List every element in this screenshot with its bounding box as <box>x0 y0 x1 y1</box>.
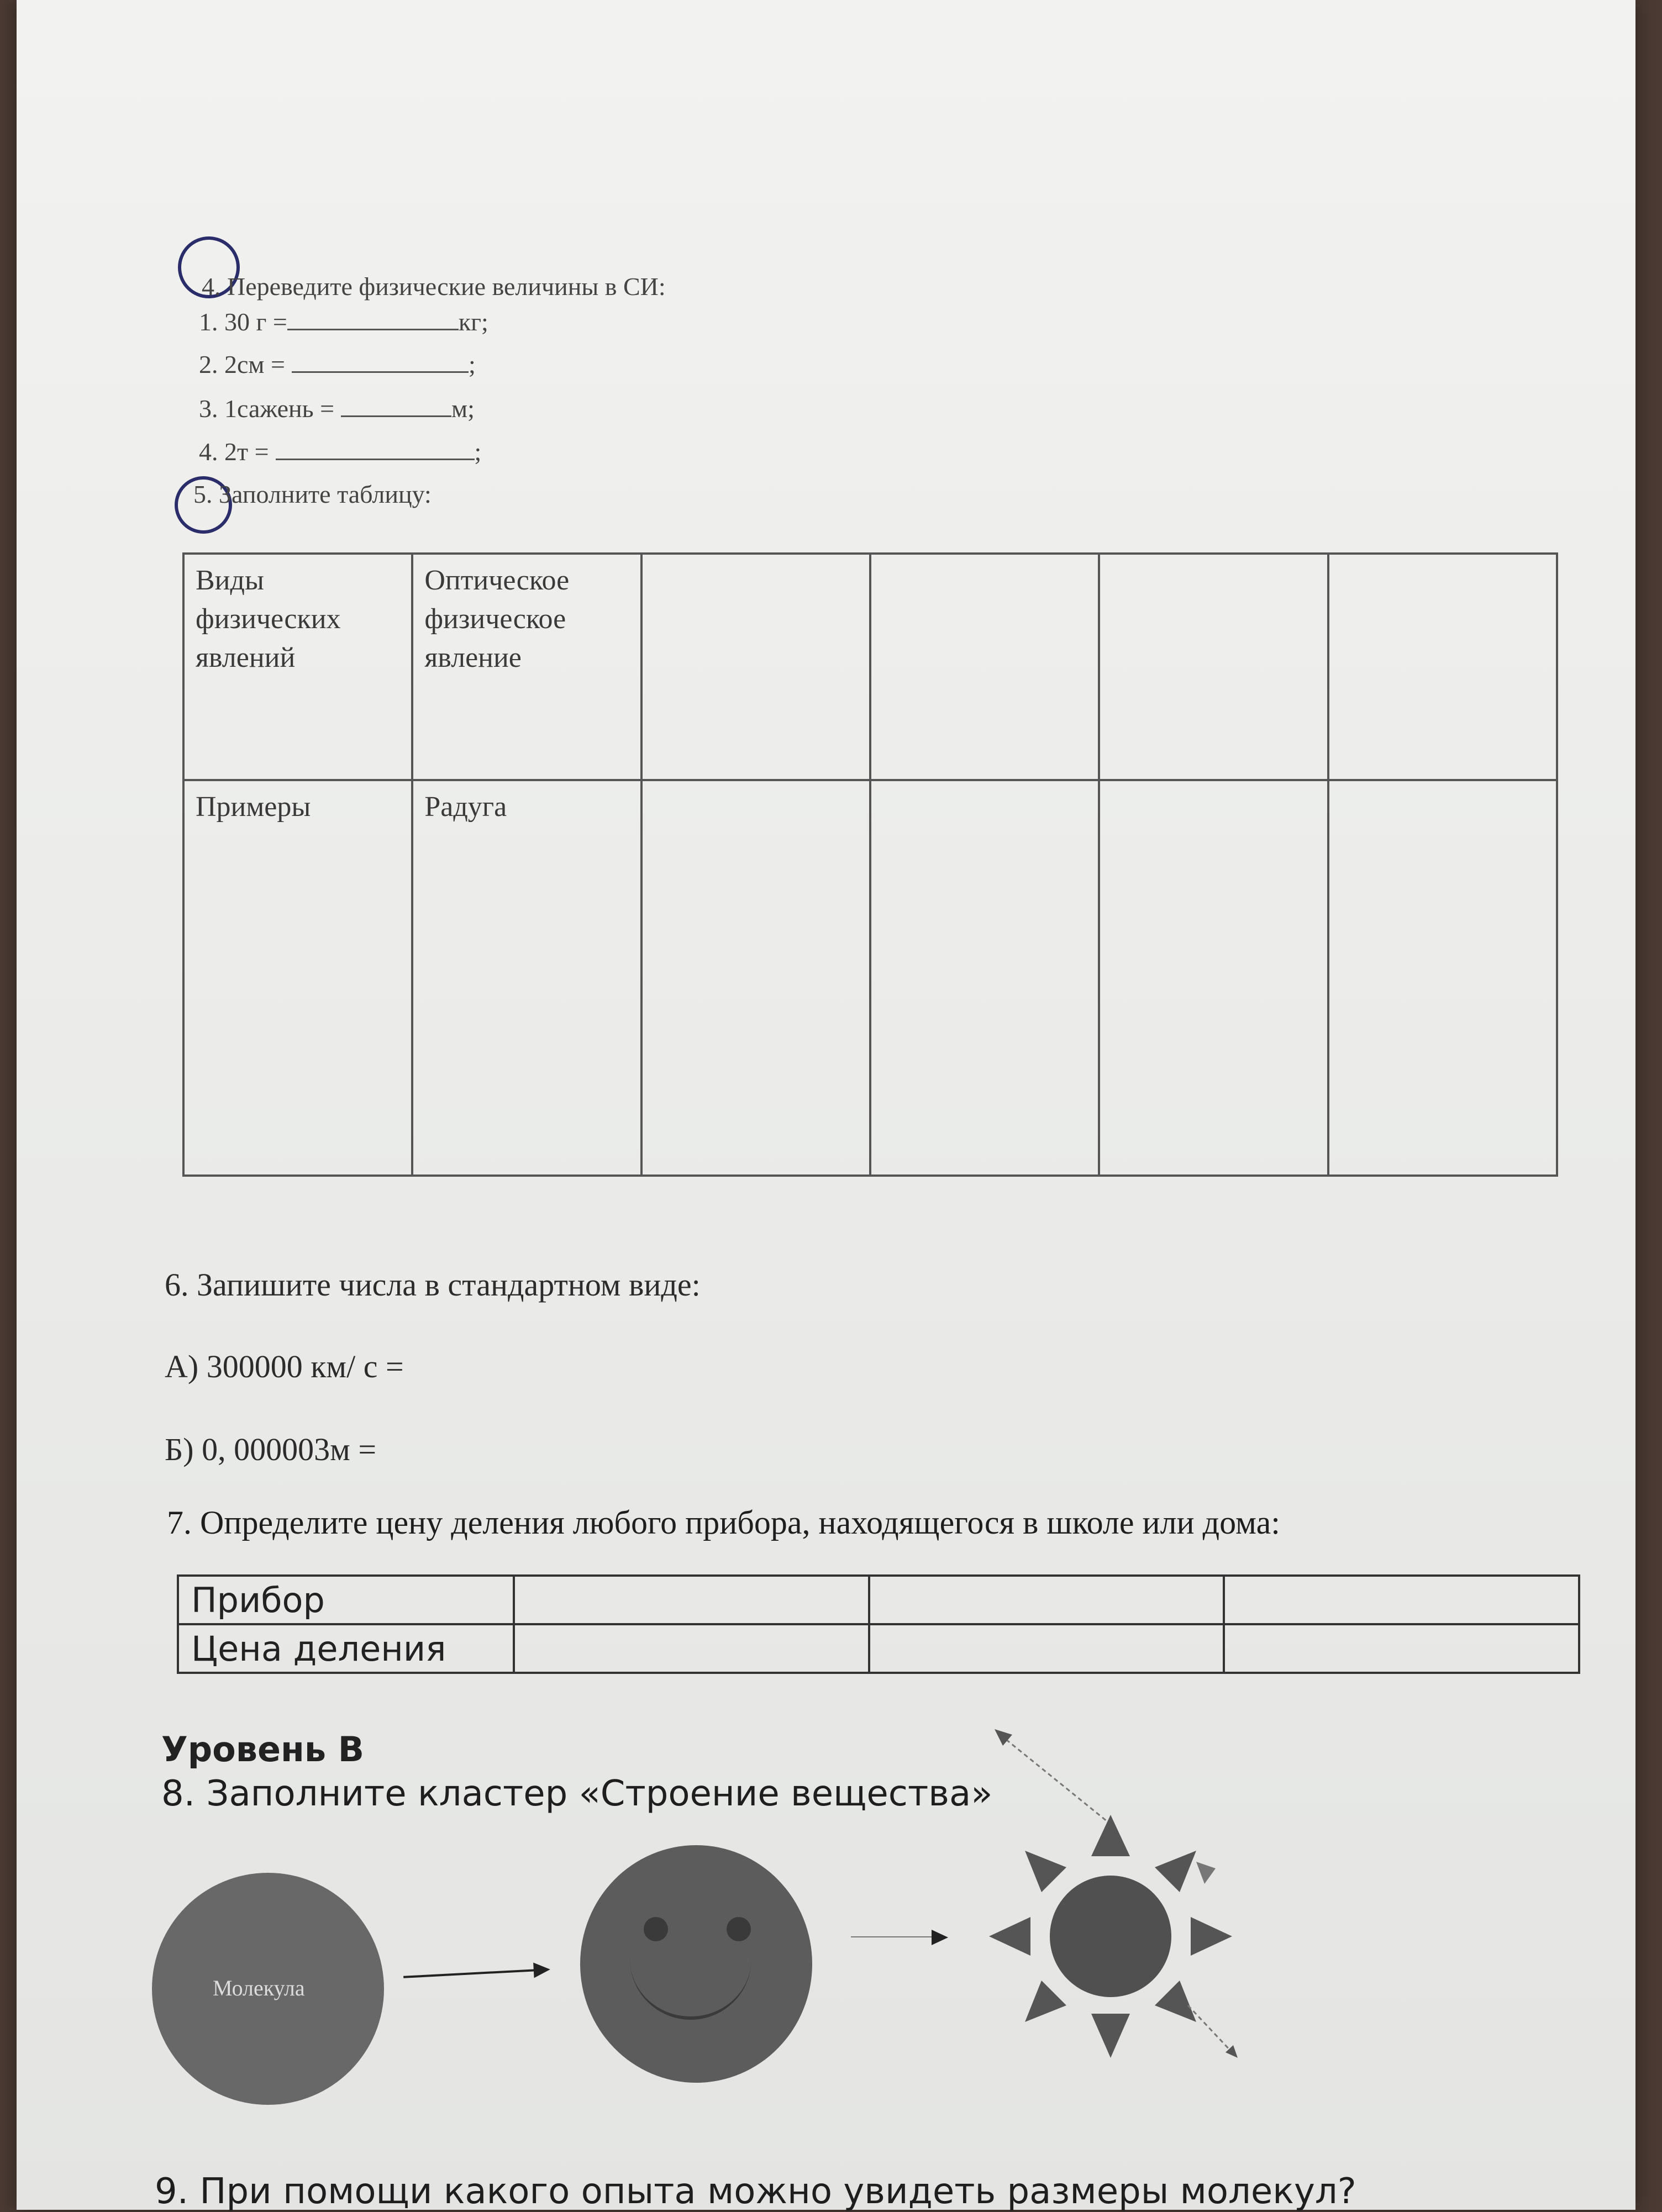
task7-title: 7. Определите цену деления любого прибора, находящегося в школе или дома: <box>167 1504 1280 1541</box>
table-cell-empty[interactable] <box>869 1576 1224 1624</box>
table-cell-empty[interactable] <box>1224 1624 1579 1673</box>
table-row <box>183 554 1557 780</box>
task5-title <box>193 480 432 509</box>
table-cell-empty[interactable] <box>1328 780 1557 1176</box>
table-row <box>178 1576 1579 1624</box>
molecule-circle <box>152 1873 384 2105</box>
answer-blank[interactable] <box>292 349 469 373</box>
table-cell: Прибор <box>178 1576 514 1624</box>
task4-item-3 <box>199 393 475 423</box>
table-cell-empty[interactable] <box>1224 1576 1579 1624</box>
task4-number: 4. <box>202 272 221 301</box>
answer-blank[interactable] <box>341 393 451 417</box>
task4-item-2-left: 2. 2см = <box>199 350 285 378</box>
table-cell: Виды физических явлений <box>183 554 412 780</box>
table-cell-empty[interactable] <box>514 1624 869 1673</box>
task4-title <box>202 272 666 301</box>
task9-question: 9. При помощи какого опыта можно увидеть размеры молекул? <box>155 2171 1356 2212</box>
eye-icon <box>727 1917 751 1941</box>
sun-icon <box>978 1718 1265 2083</box>
table-cell-empty[interactable] <box>1328 554 1557 780</box>
molecule-label: Молекула <box>213 1976 305 2000</box>
task6-item-b: Б) 0, 000003м = <box>165 1431 377 1467</box>
task4-item-4-right: ; <box>474 438 482 466</box>
device-table <box>177 1574 1580 1674</box>
arrow-right-icon <box>403 1968 547 1978</box>
task4-item-1-left: 1. 30 г = <box>199 308 287 336</box>
table-cell: Радуга <box>412 780 641 1176</box>
table-cell-empty[interactable] <box>1099 780 1328 1176</box>
phenomena-table <box>182 552 1558 1177</box>
table-cell-empty[interactable] <box>514 1576 869 1624</box>
task4-item-3-left: 3. 1сажень = <box>199 394 335 423</box>
table-cell-empty[interactable] <box>1099 554 1328 780</box>
table-cell-empty[interactable] <box>869 1624 1224 1673</box>
table-cell-empty[interactable] <box>870 554 1099 780</box>
task4-item-4-left: 4. 2т = <box>199 438 269 466</box>
table-cell: Цена деления <box>178 1624 514 1673</box>
task4-item-3-right: м; <box>451 394 475 423</box>
smiley-circle <box>580 1845 812 2083</box>
level-b-heading: Уровень В <box>161 1729 364 1769</box>
smile-icon <box>630 1950 751 2020</box>
worksheet-page <box>17 0 1635 2210</box>
answer-blank[interactable] <box>287 307 459 330</box>
eye-icon <box>644 1917 668 1941</box>
task8-title: 8. Заполните кластер «Строение вещества» <box>161 1773 993 1814</box>
table-cell: Оптическое физическое явление <box>412 554 641 780</box>
task6-item-a: А) 300000 км/ с = <box>165 1349 404 1384</box>
task4-item-2 <box>199 349 476 379</box>
task4-item-4 <box>199 436 481 466</box>
table-cell-empty[interactable] <box>870 780 1099 1176</box>
answer-blank[interactable] <box>276 436 475 460</box>
task4-item-1 <box>199 307 488 336</box>
table-row <box>178 1624 1579 1673</box>
task6-title: 6. Запишите числа в стандартном виде: <box>165 1267 701 1303</box>
table-row <box>183 780 1557 1176</box>
task5-title-text: Заполните таблицу: <box>219 480 432 508</box>
arrow-right-icon <box>851 1936 945 1937</box>
table-cell: Примеры <box>183 780 412 1176</box>
table-cell-empty[interactable] <box>641 780 870 1176</box>
table-cell-empty[interactable] <box>641 554 870 780</box>
task4-title-text: Переведите физические величины в СИ: <box>227 272 666 301</box>
task4-item-2-right: ; <box>468 350 476 378</box>
task5-number: 5. <box>193 480 213 508</box>
task4-item-1-right: кг; <box>458 308 488 336</box>
